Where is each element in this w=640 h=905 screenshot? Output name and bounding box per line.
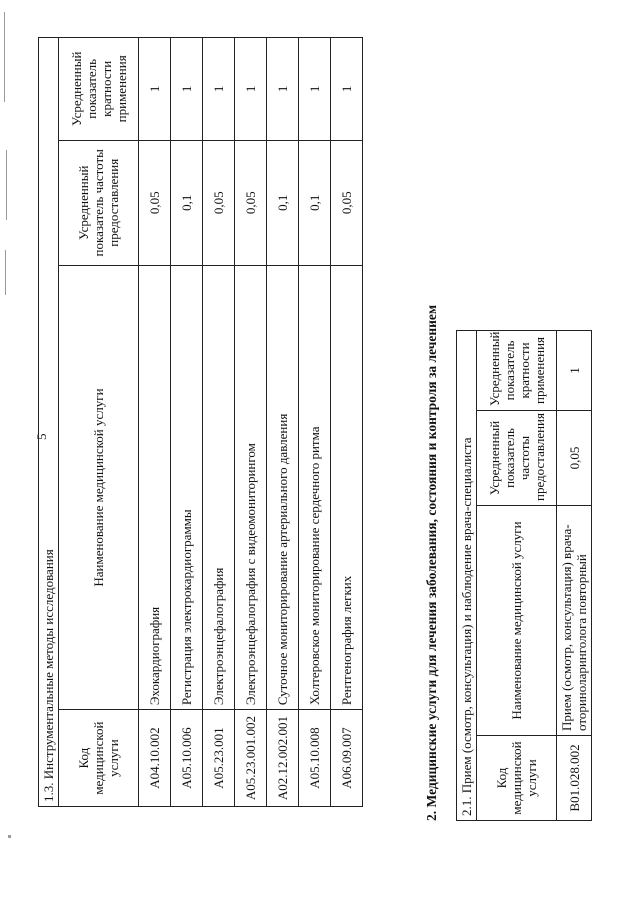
cell-code: A06.09.007 [331, 710, 363, 807]
cell-name: Регистрация электрокардиограммы [171, 265, 203, 709]
cell-freq: 0,1 [267, 140, 299, 265]
scan-artifact [6, 150, 7, 220]
section-title: 1.3. Инструментальные методы исследования [39, 38, 59, 807]
header-mult: Усредненный показатель кратности применения [477, 330, 557, 410]
cell-freq: 0,05 [203, 140, 235, 265]
cell-name: Эхокардиография [139, 265, 171, 709]
cell-freq: 0,05 [331, 140, 363, 265]
header-code: Код медицинской услуги [477, 736, 557, 821]
table-row [557, 330, 592, 820]
cell-name: Прием (осмотр, консультация) врача-оториноларинголога повторный [557, 506, 592, 736]
cell-mult: 1 [557, 330, 592, 410]
section-title: 2.1. Прием (осмотр, консультация) и наблюдение врача-специалиста [457, 330, 477, 820]
page-number: 5 [34, 433, 49, 440]
cell-mult: 1 [267, 38, 299, 141]
cell-code: A05.23.001 [203, 710, 235, 807]
header-freq: Усредненный показатель частоты предоставления [477, 411, 557, 506]
cell-freq: 0,05 [139, 140, 171, 265]
cell-code: A05.10.006 [171, 710, 203, 807]
cell-code: A05.23.001.002 [235, 710, 267, 807]
header-code: Код медицинской услуги [59, 710, 139, 807]
header-mult: Усредненный показатель кратности применения [59, 38, 139, 141]
cell-name: Электроэнцефалография с видеомониторингом [235, 265, 267, 709]
table-row [331, 38, 363, 807]
cell-code: A04.10.002 [139, 710, 171, 807]
cell-name: Рентгенография легких [331, 265, 363, 709]
cell-freq: 0,05 [235, 140, 267, 265]
table-row [203, 38, 235, 807]
cell-name: Холтеровское мониторирование сердечного ритма [299, 265, 331, 709]
cell-mult: 1 [235, 38, 267, 141]
header-name: Наименование медицинской услуги [477, 506, 557, 736]
cell-mult: 1 [299, 38, 331, 141]
header-name: Наименование медицинской услуги [59, 265, 139, 709]
scan-artifact [4, 12, 5, 102]
cell-code: A02.12.002.001 [267, 710, 299, 807]
cell-name: Электроэнцефалография [203, 265, 235, 709]
table-row [171, 38, 203, 807]
table-row [235, 38, 267, 807]
cell-freq: 0,1 [171, 140, 203, 265]
cell-freq: 0,05 [557, 411, 592, 506]
scan-artifact [5, 250, 6, 295]
cell-mult: 1 [331, 38, 363, 141]
cell-code: B01.028.002 [557, 736, 592, 821]
specialist-visits-table [456, 330, 592, 821]
table-row [267, 38, 299, 807]
instrumental-methods-table [38, 37, 363, 807]
table-row [299, 38, 331, 807]
cell-name: Суточное мониторирование артериального давления [267, 265, 299, 709]
cell-code: A05.10.008 [299, 710, 331, 807]
cell-mult: 1 [139, 38, 171, 141]
cell-mult: 1 [171, 38, 203, 141]
section-heading-2: 2. Медицинские услуги для лечения заболевания, состояния и контроля за лечением [424, 304, 439, 821]
cell-freq: 0,1 [299, 140, 331, 265]
cell-mult: 1 [203, 38, 235, 141]
table-row [139, 38, 171, 807]
scan-artifact [8, 835, 11, 838]
header-freq: Усредненный показатель частоты предоставления [59, 140, 139, 265]
